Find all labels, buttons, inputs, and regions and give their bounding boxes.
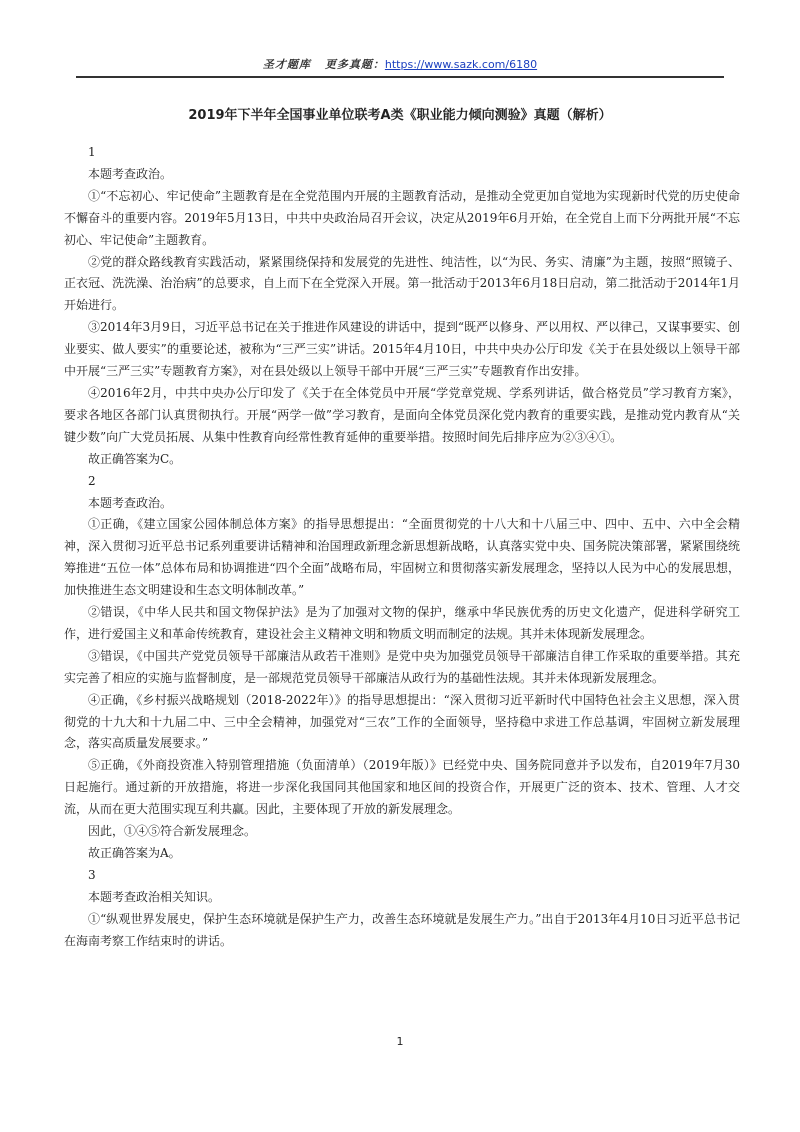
question-number: 2	[88, 473, 96, 488]
header-promo: 更多真题：	[324, 58, 385, 71]
paragraph: ⑤正确，《外商投资准入特别管理措施（负面清单）（2019年版）》已经党中央、国务院同意并予以发布，自2019年7月30日起施行。通过新的开放措施，将进一步深化我国同其他国家和地区间的投资合作，开展更广泛的资本、技术、管理、人才交流，从而在更大范围实现互利共赢。因此，主要体现了开放的新发展理念。	[64, 758, 740, 817]
answer-line: 故正确答案为A。	[88, 846, 181, 860]
document-body	[64, 142, 740, 953]
paragraph: 本题考查政治相关知识。	[88, 889, 221, 904]
paragraph: 因此，①④⑤符合新发展理念。	[88, 824, 257, 839]
paragraph: ③错误，《中国共产党党员领导干部廉洁从政若干准则》是党中央为加强党员领导干部廉洁自律工作采取的重要举措。其充实完善了相应的实施与监督制度，是一部规范党员领导干部廉洁从政行为的基础性法规。其并未体现新发展理念。	[64, 648, 740, 685]
paragraph: ②错误，《中华人民共和国文物保护法》是为了加强对文物的保护，继承中华民族优秀的历史文化遗产，促进科学研究工作，进行爱国主义和革命传统教育，建设社会主义精神文明和物质文明而制定的法规。其并未体现新发展理念。	[64, 605, 740, 641]
paragraph: ①正确，《建立国家公园体制总体方案》的指导思想提出：“全面贯彻党的十八大和十八届三中、四中、五中、六中全会精神，深入贯彻习近平总书记系列重要讲话精神和治国理政新理念新思想新战略，认真落实党中央、国务院决策部署，紧紧围绕统筹推进“五位一体”总体布局和协调推进“四个全面”战略布局，牢固树立和贯彻落实新发展理念，坚持以人民为中心的发展思想，加快推进生态文明建设和生态文明体制改革。”	[64, 517, 740, 598]
page-header	[0, 56, 800, 72]
paragraph: ①“纵观世界发展史，保护生态环境就是保护生产力，改善生态环境就是发展生产力。”出自于2013年4月10日习近平总书记在海南考察工作结束时的讲话。	[64, 911, 740, 948]
header-divider	[76, 76, 724, 78]
paragraph: ④2016年2月，中共中央办公厅印发了《关于在全体党员中开展“学党章党规、学系列讲话，做合格党员”学习教育方案》，要求各地区各部门认真贯彻执行。开展“两学一做”学习教育，是面向全体党员深化党内教育的重要实践，是推动党内教育从“关键少数”向广大党员拓展、从集中性教育向经常性教育延伸的重要举措。按照时间先后排序应为②③④①。	[64, 385, 740, 444]
paragraph: 本题考查政治。	[88, 166, 173, 181]
document-title: 2019年下半年全国事业单位联考A类《职业能力倾向测验》真题（解析）	[188, 108, 612, 123]
header-link[interactable]: https://www.sazk.com/6180	[384, 58, 538, 71]
paragraph: ③2014年3月9日，习近平总书记在关于推进作风建设的讲话中，提到“既严以修身、严以用权、严以律己，又谋事要实、创业要实、做人要实”的重要论述，被称为“三严三实”讲话。2015年4月10日，中共中央办公厅印发《关于在县处级以上领导干部中开展“三严三实”专题教育方案》，对在县处级以上领导干部中开展“三严三实”专题教育作出安排。	[64, 320, 740, 379]
answer-line: 故正确答案为C。	[88, 451, 182, 466]
paragraph: ④正确，《乡村振兴战略规划（2018-2022年）》的指导思想提出：“深入贯彻习近平新时代中国特色社会主义思想，深入贯彻党的十九大和十九届二中、三中全会精神，加强党对“三农”工作的全面领导，坚持稳中求进工作总基调，牢固树立新发展理念，落实高质量发展要求。”	[64, 692, 740, 751]
paragraph: ①“不忘初心、牢记使命”主题教育是在全党范围内开展的主题教育活动，是推动全党更加自觉地为实现新时代党的历史使命不懈奋斗的重要内容。2019年5月13日，中共中央政治局召开会议，决定从2019年6月开始，在全党自上而下分两批开展“不忘初心、牢记使命”主题教育。	[64, 188, 740, 247]
header-brand: 圣才题库	[262, 58, 311, 71]
question-number: 1	[88, 145, 96, 159]
question-number: 3	[88, 867, 96, 882]
paragraph: 本题考查政治。	[88, 495, 173, 510]
paragraph: ②党的群众路线教育实践活动，紧紧围绕保持和发展党的先进性、纯洁性，以“为民、务实、清廉”为主题，按照“照镜子、正衣冠、洗洗澡、治治病”的总要求，自上而下在全党深入开展。第一批活动于2013年6月18日启动，第二批活动于2014年1月开始进行。	[64, 254, 740, 313]
page-number: 1	[396, 1035, 404, 1048]
